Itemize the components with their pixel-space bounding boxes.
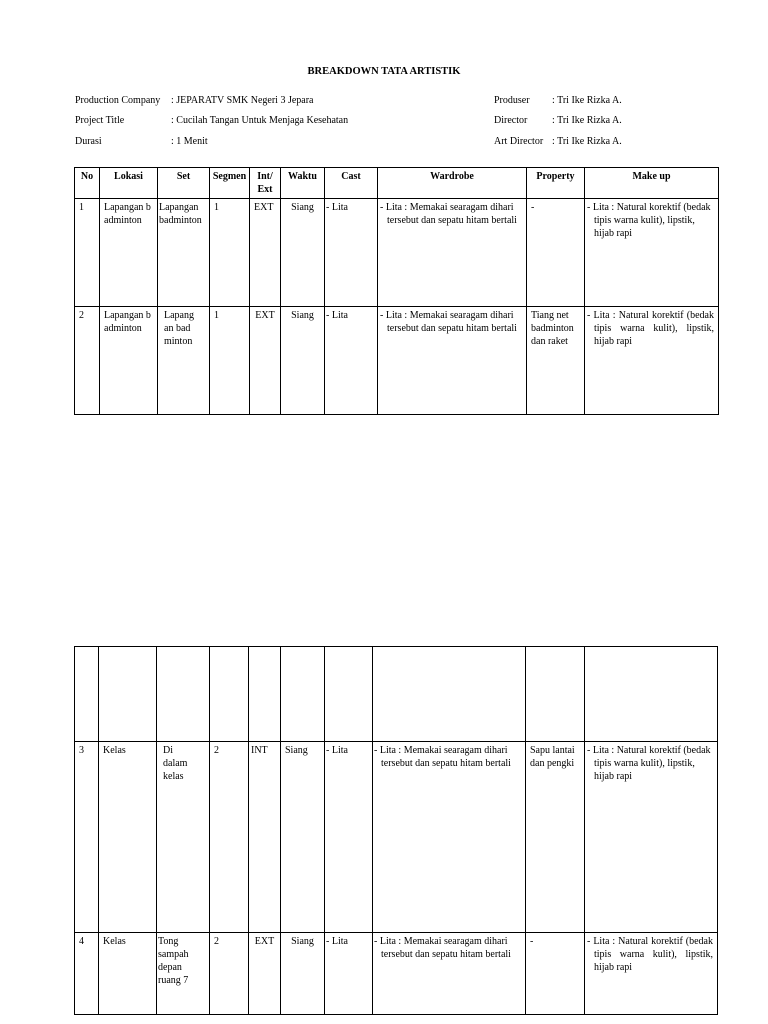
cell-make-up: - Lita : Natural korektif (bedak tipis warna kulit), lipstik, hijab rapi: [585, 933, 718, 1015]
cell-waktu: Siang: [281, 307, 325, 415]
cell-waktu: Siang: [281, 199, 325, 307]
header-cast: Cast: [325, 168, 378, 199]
cell-cast: - Lita: [325, 933, 373, 1015]
table-row: [75, 742, 718, 933]
meta-produser-value: : Tri Ike Rizka A.: [552, 95, 622, 106]
header-lokasi: Lokasi: [100, 168, 158, 199]
table-row: [75, 307, 719, 415]
table-empty-row: [75, 647, 718, 742]
meta-durasi-value: : 1 Menit: [171, 136, 208, 147]
cell-wardrobe: - Lita : Memakai searagam dihari tersebut dan sepatu hitam bertali: [373, 742, 526, 933]
cell-lokasi: Kelas: [99, 933, 157, 1015]
header-make-up: Make up: [585, 168, 719, 199]
meta-art-director-value: : Tri Ike Rizka A.: [552, 136, 622, 147]
cell-no: 1: [75, 199, 100, 307]
meta-director-label: Director: [494, 115, 528, 126]
cell-int-ext: EXT: [250, 307, 281, 415]
cell-no: 4: [75, 933, 99, 1015]
cell-wardrobe: - Lita : Memakai searagam dihari tersebut dan sepatu hitam bertali: [373, 933, 526, 1015]
table-row: [75, 199, 719, 307]
cell-cast: - Lita: [325, 307, 378, 415]
cell-lokasi: Lapangan badminton: [100, 307, 158, 415]
meta-durasi-label: Durasi: [75, 136, 102, 147]
cell-set: Lapangan badminton: [158, 199, 210, 307]
meta-art-director-label: Art Director: [494, 136, 544, 147]
meta-project-title-value: : Cucilah Tangan Untuk Menjaga Kesehatan: [171, 115, 349, 126]
cell-segmen: 2: [210, 933, 249, 1015]
cell-int-ext: EXT: [249, 933, 281, 1015]
cell-int-ext: INT: [249, 742, 281, 933]
cell-wardrobe: - Lita : Memakai searagam dihari tersebut dan sepatu hitam bertali: [378, 307, 527, 415]
header-no: No: [75, 168, 100, 199]
cell-no: 2: [75, 307, 100, 415]
header-set: Set: [158, 168, 210, 199]
meta-project-title-label: Project Title: [75, 115, 125, 126]
cell-no: 3: [75, 742, 99, 933]
header-waktu: Waktu: [281, 168, 325, 199]
breakdown-table-page-1: [74, 167, 719, 415]
cell-int-ext: EXT: [250, 199, 281, 307]
document-title: BREAKDOWN TATA ARTISTIK: [307, 66, 461, 77]
cell-property: Tiang net badminton dan raket: [527, 307, 585, 415]
header-int-ext: Int/ Ext: [250, 168, 281, 199]
cell-property: Sapu lantai dan pengki: [526, 742, 585, 933]
meta-production-company-value: : JEPARATV SMK Negeri 3 Jepara: [171, 95, 314, 106]
cell-lokasi: Kelas: [99, 742, 157, 933]
cell-set: Di dalam kelas: [157, 742, 210, 933]
table-header-row: [75, 168, 719, 199]
cell-segmen: 1: [210, 199, 250, 307]
cell-cast: - Lita: [325, 199, 378, 307]
cell-property: -: [526, 933, 585, 1015]
cell-segmen: 2: [210, 742, 249, 933]
header-segmen: Segmen: [210, 168, 250, 199]
cell-waktu: Siang: [281, 933, 325, 1015]
cell-segmen: 1: [210, 307, 250, 415]
breakdown-table-page-2: [74, 646, 718, 1015]
cell-waktu: Siang: [281, 742, 325, 933]
cell-lokasi: Lapangan badminton: [100, 199, 158, 307]
cell-cast: - Lita: [325, 742, 373, 933]
meta-production-company-label: Production Company: [75, 95, 161, 106]
cell-set: Lapangan badminton: [158, 307, 210, 415]
header-wardrobe: Wardrobe: [378, 168, 527, 199]
cell-make-up: - Lita : Natural korektif (bedak tipis warna kulit), lipstik, hijab rapi: [585, 742, 718, 933]
header-property: Property: [527, 168, 585, 199]
cell-set: Tong sampah depan ruang 7: [157, 933, 210, 1015]
cell-make-up: - Lita : Natural korektif (bedak tipis warna kulit), lipstik, hijab rapi: [585, 199, 719, 307]
table-row: [75, 933, 718, 1015]
meta-director-value: : Tri Ike Rizka A.: [552, 115, 622, 126]
meta-produser-label: Produser: [494, 95, 530, 106]
cell-wardrobe: - Lita : Memakai searagam dihari tersebut dan sepatu hitam bertali: [378, 199, 527, 307]
cell-make-up: - Lita : Natural korektif (bedak tipis warna kulit), lipstik, hijab rapi: [585, 307, 719, 415]
cell-property: -: [527, 199, 585, 307]
